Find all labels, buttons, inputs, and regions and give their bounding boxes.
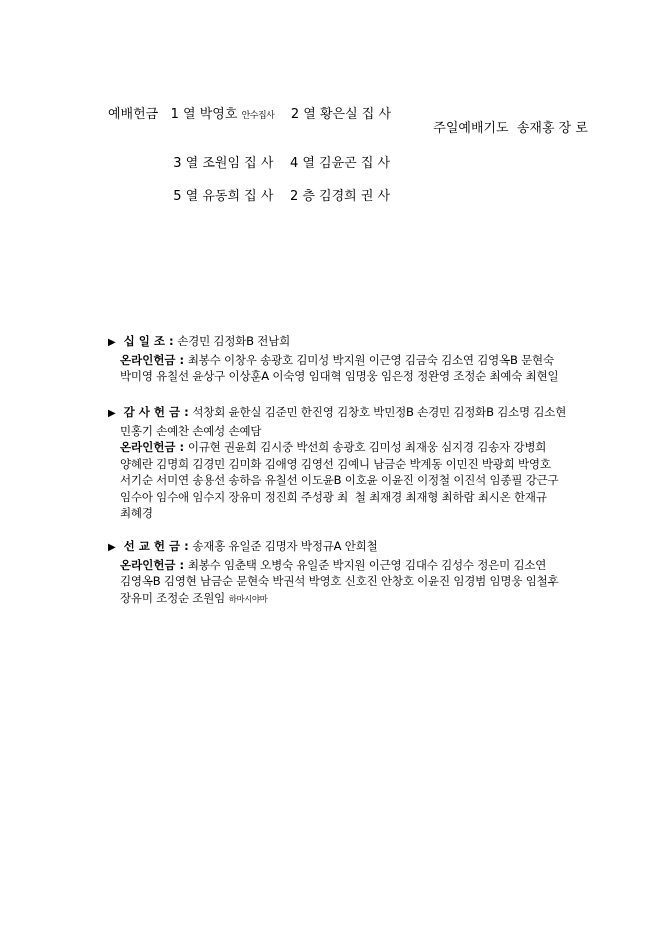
mission-online-row — [108, 557, 568, 574]
tithe-label: 십 일 조 : — [123, 334, 174, 348]
tithe-section — [108, 333, 568, 385]
mission-online-names-3: 장유미 조정순 조원임 — [120, 590, 226, 605]
triangle-bullet-icon: ▶ — [108, 542, 116, 553]
mission-online-names-2: 김영옥B 김영현 남금순 문현숙 박권석 박영호 신호진 안창호 이윤진 임경범 임명웅 임철후 — [120, 574, 559, 588]
tithe-names: 손경민 김정화B 전남희 — [177, 334, 291, 348]
triangle-bullet-icon: ▶ — [108, 337, 116, 348]
mission-section — [108, 538, 568, 608]
offering-row-1: 1 열 박영호 — [170, 107, 238, 122]
mission-online-label: 온라인헌금 : — [120, 557, 185, 572]
tithe-online-row — [108, 352, 568, 369]
thanks-online-names-1: 이규현 권윤희 김시중 박선희 송광호 김미성 최재웅 심지경 김송자 강병희 — [187, 440, 547, 454]
thanks-online-names-4: 임수아 임수애 임수지 장유미 정진희 주성광 최 철 최재경 최재형 최하람 최시온 한재규 — [120, 489, 547, 504]
thanks-row — [108, 404, 568, 423]
offering-title-small: 안수집사 — [241, 111, 275, 121]
offering-label: 예배헌금 — [108, 107, 159, 122]
thanks-label: 감 사 헌 금 : — [123, 405, 189, 419]
mission-label: 선 교 헌 금 : — [123, 539, 189, 553]
tithe-online-names-1: 최봉수 이창우 송광호 김미성 박지원 이근영 김금숙 김소연 김영옥B 문현숙 — [187, 352, 554, 367]
prayer-text: 주일예배기도 송재홍 장 로 — [433, 121, 588, 136]
offering-line-3 — [165, 173, 390, 205]
offering-line-1 — [108, 107, 391, 124]
thanks-online-row — [108, 439, 568, 456]
triangle-bullet-icon: ▶ — [108, 408, 116, 419]
mission-online-names-3-small: 하마시야마 — [228, 594, 268, 605]
thanks-section — [108, 404, 568, 522]
prayer-line — [425, 105, 588, 137]
tithe-row — [108, 333, 568, 352]
mission-names: 송재홍 유일준 김명자 박정규A 안희철 — [192, 539, 378, 553]
mission-row — [108, 538, 568, 557]
thanks-online-names-2: 양혜란 김명희 김경민 김미화 김애영 김영선 김예니 남금순 박계동 이민진 박광희 박영호 — [120, 456, 551, 471]
offering-line-2 — [165, 140, 390, 172]
thanks-online-label: 온라인헌금 : — [120, 440, 185, 454]
thanks-names-2: 민홍기 손예찬 손예성 손예담 — [120, 423, 262, 438]
offering-rows-3-4: 3 열 조원임 집 사 4 열 김윤곤 집 사 — [173, 156, 391, 171]
tithe-online-label: 온라인헌금 : — [120, 352, 185, 367]
offering-row-2: 2 열 황은실 집 사 — [290, 107, 392, 122]
mission-online-names-1: 최봉수 임춘택 오병숙 유일준 박지원 이근영 김대수 김성수 정은미 김소연 — [187, 557, 547, 572]
mission-online-row-3 — [108, 590, 568, 609]
offering-rows-5-balcony: 5 열 유동희 집 사 2 층 김경희 권 사 — [173, 189, 391, 204]
tithe-online-names-2: 박미영 유칠선 윤상구 이상훈A 이숙영 임대혁 임명웅 임은정 정완영 조정순 최예숙 최현일 — [120, 369, 559, 383]
thanks-names-1: 석창회 윤한실 김준민 한진영 김창호 박민정B 손경민 김정화B 김소명 김소현 — [192, 405, 567, 419]
thanks-online-names-5: 최혜경 — [120, 506, 153, 520]
thanks-online-names-3: 서기순 서미연 송용선 송하음 유칠선 이도윤B 이호윤 이윤진 이정철 이진석 임종필 강근구 — [120, 473, 559, 487]
